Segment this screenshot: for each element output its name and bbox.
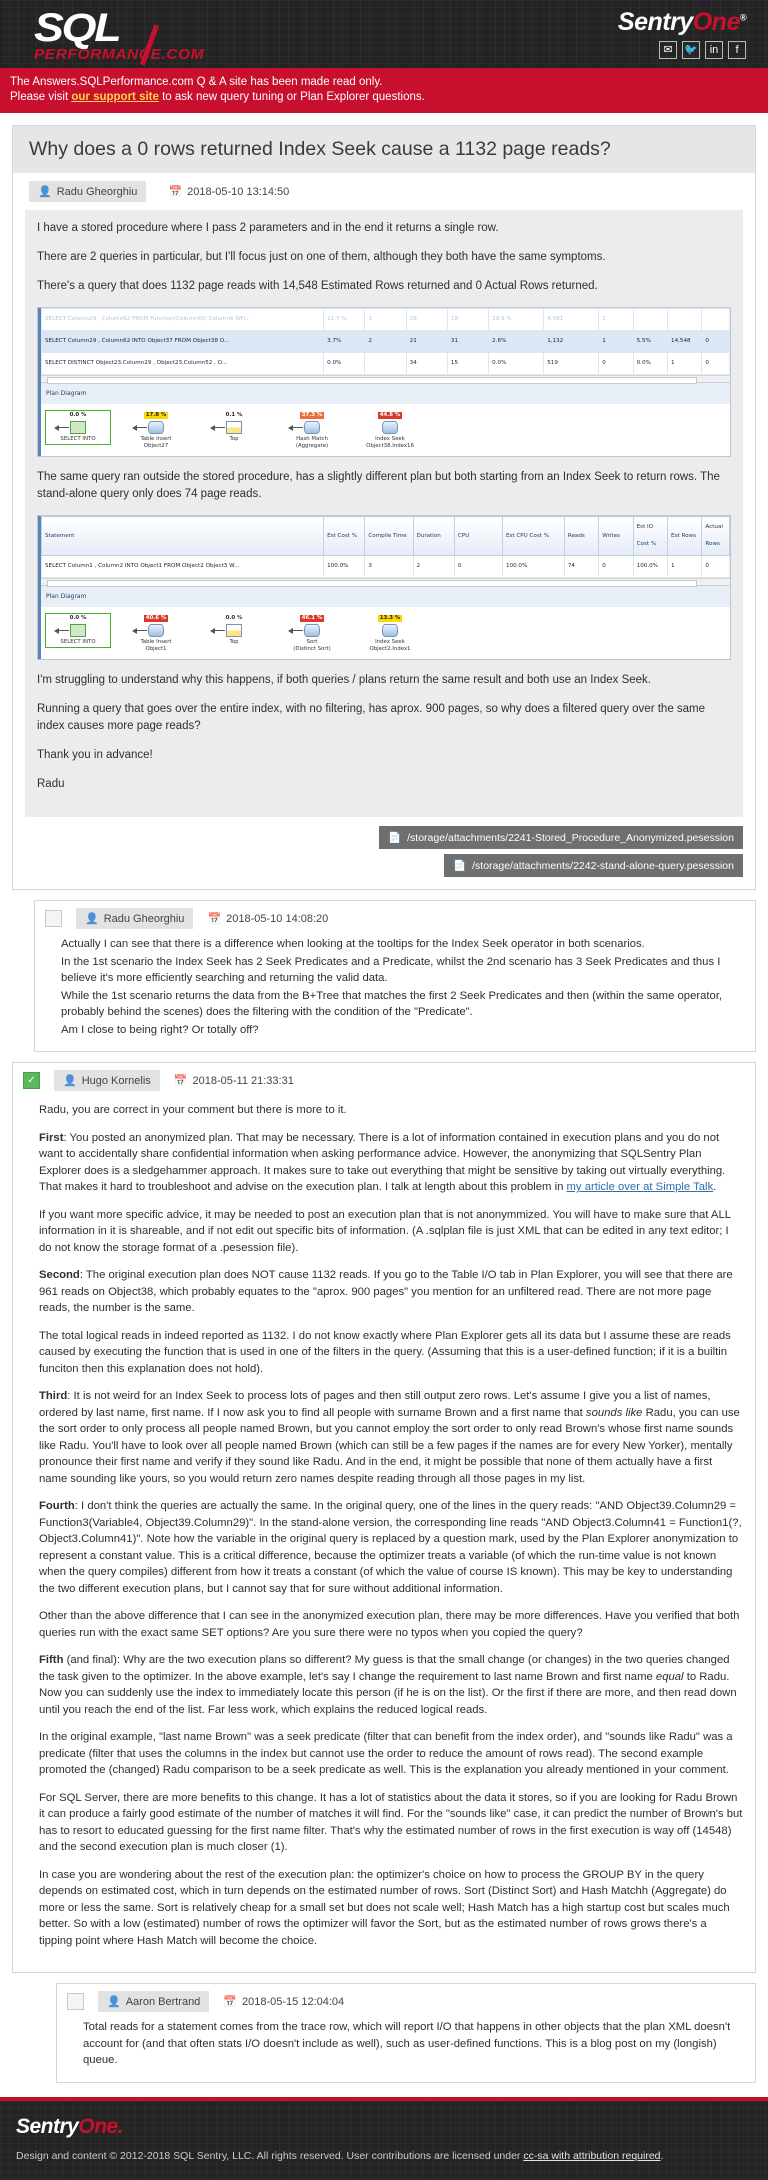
site-footer <box>0 2097 768 2180</box>
vote-box[interactable] <box>45 910 62 927</box>
cell-est-cpu-cost: 100.0% <box>502 556 564 578</box>
cell-duration: 29 <box>406 309 447 331</box>
cell-est-io-cost <box>633 309 667 331</box>
plan-diagram-header-2: Plan Diagram <box>41 585 730 607</box>
comment-author-name: Aaron Bertrand <box>125 1995 201 2008</box>
social-links <box>659 41 746 59</box>
cell-statement: SELECT Column29 , Column62 INTO Object37 FROM Object38 O... <box>42 331 324 353</box>
comment-header <box>35 901 755 936</box>
col-duration: Duration <box>413 517 454 556</box>
read-only-notice <box>0 68 768 113</box>
node-cost-pct: 17.8 % <box>145 412 167 418</box>
point-third-emphasis: sounds like <box>585 1406 643 1419</box>
question-paragraph: There's a query that does 1132 page reads with 14,548 Estimated Rows returned and 0 Actual Rows returned. <box>37 280 598 292</box>
cell-reads: 1,132 <box>544 331 599 353</box>
attachment-link[interactable] <box>379 826 743 849</box>
point-third-text-b: Radu, you can use the sort order to only process all people named Brown, but you cannot employ the sort order to only read Brown's whose first name sounds like Radu. You'll have to look over all people named Brown (which can still be a few pages if the names are for every New Yorker), mentally pronounce their first name and verify if they sound like Radu. And in the end, it might be possible that none of them actually have a first name sounding like yours, so you would return zero names despite reading through all those pages in my list. <box>39 1406 740 1485</box>
site-header <box>0 0 768 68</box>
node-cost-pct: 46.1 % <box>301 615 323 621</box>
cell-est-cpu-cost: 2.6% <box>489 331 544 353</box>
answer-author-chip[interactable] <box>54 1070 160 1091</box>
table-row <box>42 556 730 578</box>
cell-est-cost: 0.0% <box>324 353 365 375</box>
footer-dot: . <box>117 2114 124 2138</box>
plan-node-top[interactable] <box>203 615 265 646</box>
question-paragraph: I'm struggling to understand why this happens, if both queries / plans return the same result and both use an Index Seek. <box>37 674 651 686</box>
table-row <box>42 309 730 331</box>
node-cost-pct: 0.1 % <box>225 412 243 418</box>
select-into-icon <box>70 624 86 637</box>
attachment-label: /storage/attachments/2242-stand-alone-query.pesession <box>472 859 734 872</box>
node-cost-pct: 40.6 % <box>145 615 167 621</box>
logo-sub-text: PERFORMANCE.COM <box>34 47 205 63</box>
calendar-icon: 📅 <box>223 1996 238 2008</box>
footer-sentry-text: Sentry <box>16 2114 79 2138</box>
col-writes: Writes <box>599 517 633 556</box>
question-paragraph: Thank you in advance! <box>37 749 153 761</box>
plan-explorer-screenshot-1 <box>37 307 731 457</box>
node-cost-pct: 0.0 % <box>69 615 87 621</box>
comment-line: In the 1st scenario the Index Seek has 2 Seek Predicates and a Predicate, whilst the 2nd scenario has 3 Seek Predicates and thus I believe it's more efficiently searching and returning the valid data. <box>61 955 721 984</box>
question-author-chip[interactable] <box>29 181 146 202</box>
node-label: Table Insert <box>140 639 172 645</box>
col-est-io-cost: Est IO Cost % <box>633 517 667 556</box>
point-fifth-emphasis: equal <box>655 1670 684 1683</box>
plan-shot-2-inner <box>38 516 730 659</box>
flow-arrow-icon <box>136 630 147 631</box>
cell-cpu: 31 <box>447 331 488 353</box>
comment-date: 2018-05-15 12:04:04 <box>242 1995 345 2008</box>
calendar-icon: 📅 <box>173 1075 188 1087</box>
hash-match-icon <box>304 421 320 434</box>
answer-point-second <box>39 1267 743 1317</box>
index-seek-icon <box>382 421 398 434</box>
answer-point-third <box>39 1388 743 1487</box>
attachment-label: /storage/attachments/2241-Stored_Procedure_Anonymized.pesession <box>407 831 734 844</box>
plan-node-table-insert[interactable] <box>125 615 187 653</box>
plan-node-sort[interactable] <box>281 615 343 653</box>
cell-cpu: 15 <box>447 353 488 375</box>
accepted-check-icon[interactable]: ✓ <box>23 1072 40 1089</box>
cell-compile-time: 3 <box>365 309 406 331</box>
question-date: 2018-05-10 13:14:50 <box>187 185 290 198</box>
col-actual-rows: Actual Rows <box>702 517 730 556</box>
facebook-icon[interactable]: f <box>728 41 746 59</box>
plan-statements-table-2 <box>41 516 730 578</box>
answer-paragraph: The total logical reads in indeed reported as 1132. I do not know exactly where Plan Explorer gets all its data but I assume these are reads caused by executing the function that is used in one of the filters in the query. (Assuming that this is a user-defined function; if it is a builtin funciton then this explanation does not hold). <box>39 1329 731 1375</box>
page-content <box>0 113 768 2083</box>
node-cost-pct: 0.0 % <box>69 412 87 418</box>
point-second-text: : The original execution plan does NOT cause 1132 reads. If you go to the Table I/O tab in Plan Explorer, you will see that there are 961 reads on Object38, which probably equates to the "aprox. 900 pages" you mention for an unfiltered read. There are not more page reads, the number is the same. <box>39 1269 733 1314</box>
footer-logo <box>16 2115 752 2139</box>
node-sublabel: Object1 <box>145 646 167 652</box>
col-cpu: CPU <box>454 517 502 556</box>
comment-body <box>57 2019 755 2082</box>
plan-node-index-seek[interactable] <box>359 412 421 450</box>
table-row <box>42 331 730 353</box>
cell-statement: SELECT DISTINCT Object23.Column29 , Object23.Column52 , O... <box>42 353 324 375</box>
col-compile-time: Compile Time <box>365 517 413 556</box>
sort-icon <box>304 624 320 637</box>
cell-duration: 21 <box>406 331 447 353</box>
cell-statement: SELECT Column1 , Column2 INTO Object1 FROM Object2 Object3 W... <box>42 556 324 578</box>
plan-explorer-screenshot-2 <box>37 515 731 660</box>
col-reads: Reads <box>564 517 598 556</box>
node-label: Hash Match <box>296 436 328 442</box>
cell-est-cost: 11.7 % <box>324 309 365 331</box>
node-label: Index Seek <box>375 436 405 442</box>
flow-arrow-icon <box>214 427 225 428</box>
footer-copyright <box>16 2149 752 2164</box>
notice-line-2 <box>10 90 758 105</box>
cell-reads: 4,991 <box>544 309 599 331</box>
cell-actual-rows: 0 <box>702 353 730 375</box>
comment-aaron <box>56 1983 756 2083</box>
table-insert-icon <box>148 421 164 434</box>
comment-line: While the 1st scenario returns the data from the B+Tree that matches the first 2 Seek Predicates and then (within the same operator, probably behind the scenes) does the filtering with the condition of the "Predicate". <box>61 989 723 1018</box>
calendar-icon: 📅 <box>168 186 183 198</box>
col-est-cpu-cost: Est CPU Cost % <box>502 517 564 556</box>
plan-diagram-1 <box>41 404 730 456</box>
plan-node-table-insert[interactable] <box>125 412 187 450</box>
answer-paragraph: If you want more specific advice, it may be needed to post an execution plan that is not anonymmized. You will have to make sure that ALL information in it is shareable, and if not edit out specific bits of information. (A .sqlplan file is just XML that can be edited in any text editor; I do not know the storage format of a .pesession file). <box>39 1208 731 1254</box>
node-label: Table Insert <box>140 436 172 442</box>
question-paragraph: Running a query that goes over the entire index, with no filtering, has aprox. 900 pages, so why does a filtered query over the same index causes more page reads? <box>37 703 706 732</box>
page-title: Why does a 0 rows returned Index Seek cause a 1132 page reads? <box>13 126 755 173</box>
cell-est-io-cost: 5.5% <box>633 331 667 353</box>
sentryone-logo[interactable] <box>618 8 746 37</box>
node-cost-pct: 0.0 % <box>225 615 243 621</box>
email-icon[interactable]: ✉ <box>659 41 677 59</box>
flow-arrow-icon <box>292 427 303 428</box>
comment-author-chip[interactable] <box>76 908 193 929</box>
copyright-text-post: . <box>660 2149 664 2162</box>
license-link[interactable]: cc-sa with attribution required <box>523 2149 661 2162</box>
support-site-link[interactable]: our support site <box>71 91 159 103</box>
cell-reads: 74 <box>564 556 598 578</box>
cell-est-io-cost: 100.0% <box>633 556 667 578</box>
cell-duration: 2 <box>413 556 454 578</box>
plan-node-index-seek[interactable] <box>359 615 421 653</box>
answer-author-name: Hugo Kornelis <box>81 1074 151 1087</box>
flow-arrow-icon <box>136 427 147 428</box>
flow-arrow-icon <box>292 630 303 631</box>
answer-date-wrap <box>174 1074 294 1087</box>
comment-line: Am I close to being right? Or totally off? <box>61 1023 259 1036</box>
table-row <box>42 353 730 375</box>
point-fifth-text-b: to Radu. Now you can suddenly use the index to immediately locate this person (if he is on the list). Or the first if there are more, and then read down until you reach the end of the list. Far less work, which explains the reduced logical reads. <box>39 1670 737 1716</box>
plan-node-select-into[interactable] <box>47 615 109 646</box>
calendar-icon: 📅 <box>207 913 222 925</box>
top-icon <box>226 624 242 637</box>
question-date-wrap <box>168 185 289 198</box>
flow-arrow-icon <box>214 630 225 631</box>
comment-author-name: Radu Gheorghiu <box>103 912 185 925</box>
plan-shot-1-inner <box>38 308 730 456</box>
answer-paragraph: Other than the above difference that I can see in the anonymized execution plan, there may be more differences. Have you verified that both queries run with the exact same SET options? Are you sure there were no typos when you copied the query? <box>39 1610 740 1639</box>
cell-est-rows <box>668 309 702 331</box>
cell-est-cpu-cost: 29.9 % <box>489 309 544 331</box>
flow-arrow-icon <box>58 630 69 631</box>
cell-est-rows: 1 <box>668 556 702 578</box>
node-sublabel: Object27 <box>143 443 169 449</box>
point-label-third: Third <box>39 1390 68 1402</box>
cell-cpu: 0 <box>454 556 502 578</box>
cell-writes: 0 <box>599 556 633 578</box>
cell-est-rows: 1 <box>668 353 702 375</box>
node-cost-pct: 13.3 % <box>379 615 401 621</box>
answer-date: 2018-05-11 21:33:31 <box>192 1074 294 1087</box>
table-header-row <box>42 517 730 556</box>
question-paragraph: There are 2 queries in particular, but I'll focus just on one of them, although they both have the same symptoms. <box>37 251 606 263</box>
comment-date-wrap <box>223 1995 344 2008</box>
top-icon <box>226 421 242 434</box>
question-body <box>25 210 743 817</box>
vote-box[interactable] <box>67 1993 84 2010</box>
point-label-fourth: Fourth <box>39 1500 75 1512</box>
user-icon: 👤 <box>63 1075 77 1087</box>
cell-actual-rows <box>702 309 730 331</box>
answer-paragraph: In case you are wondering about the rest of the execution plan: the optimizer's choice on how to process the GROUP BY in the query depends on estimated cost, which in turn depends on the estimated number of rows. Sort (Distinct Sort) and Hash Matchh (Aggregate) do more or less the same. Sort is relatively cheap for a small set but does not scale well; Hash Match has a high startup cost but scales much better. So with a low (estimated) number of rows the optimizer will favor the Sort, but as the estimated number of rows grows there's a tipping point where Hash Match will become the choice. <box>39 1868 730 1947</box>
question-paragraph: Radu <box>37 778 65 790</box>
sentryone-sentry-text: Sentry <box>617 8 693 36</box>
attachment-list <box>13 817 755 879</box>
horizontal-scrollbar[interactable] <box>41 578 730 585</box>
answer-paragraph: In the original example, "last name Brown" was a seek predicate (filter that can benefit from the index order), and "sounds like Radu" was a predicate (filter that uses the columns in the index but cannot use the order to reduce the amount of rows read). The second example promoted the (changed) Radu comparison to be a seek predicate as well. This is the explanation you already mentioned in your comment. <box>39 1731 733 1776</box>
point-first-text-b: . <box>713 1181 717 1193</box>
notice-line-2-pre: Please visit <box>10 91 72 103</box>
plan-statements-table-1 <box>41 308 730 375</box>
cell-writes: 1 <box>599 331 633 353</box>
cell-est-io-cost: 0.0% <box>633 353 667 375</box>
cell-est-cost: 3.7% <box>324 331 365 353</box>
copyright-text-pre: Design and content © 2012-2018 SQL Sentry, LLC. All rights reserved. User contributions are licensed under <box>16 2149 524 2162</box>
answer-point-fourth <box>39 1498 743 1597</box>
index-seek-icon <box>382 624 398 637</box>
answer-intro: Radu, you are correct in your comment but there is more to it. <box>39 1104 347 1116</box>
question-byline <box>13 173 755 208</box>
node-label: Sort <box>306 639 318 645</box>
comment-radu <box>34 900 756 1052</box>
comment-date: 2018-05-10 14:08:20 <box>226 912 329 925</box>
plan-node-select-into[interactable] <box>47 412 109 443</box>
answer-point-first <box>39 1130 743 1196</box>
question-paragraph: The same query ran outside the stored procedure, has a slightly different plan but both starting from an Index Seek to return rows. The stand-alone query only does 74 page reads. <box>37 471 720 500</box>
answer-point-fifth <box>39 1652 743 1718</box>
col-est-rows: Est Rows <box>668 517 702 556</box>
point-third-text-a: : It is not weird for an Index Seek to process lots of pages and then still output zero rows. Let's assume I give you a list of names, ordered by last name, first name. If I now ask you to find all people with surname Brown and a first name that <box>39 1390 711 1419</box>
logo-main-text: SQL <box>34 6 120 50</box>
answer-body <box>13 1098 755 1972</box>
node-sublabel: (Aggregate) <box>295 443 329 449</box>
comment-author-chip[interactable] <box>98 1991 209 2012</box>
point-fifth-text-a: (and final): Why are the two execution plans so different? My guess is that the small change (or changes) in the two queries changed the task given to the optimizer. In the above example, let's say I change the requirement to last name Brown and first name <box>39 1654 730 1683</box>
attachment-link[interactable] <box>444 854 743 877</box>
cell-reads: 519 <box>544 353 599 375</box>
flow-arrow-icon <box>58 427 69 428</box>
simple-talk-article-link[interactable]: my article over at Simple Talk <box>566 1181 714 1193</box>
horizontal-scrollbar[interactable] <box>41 375 730 382</box>
cell-duration: 34 <box>406 353 447 375</box>
comment-line: Actually I can see that there is a difference when looking at the tooltips for the Index Seek operator in both scenarios. <box>61 938 645 950</box>
node-sublabel: Object2.Index1 <box>369 646 411 652</box>
cell-est-cost: 100.0% <box>324 556 365 578</box>
registered-mark: ® <box>739 12 746 23</box>
cell-est-cpu-cost: 0.0% <box>489 353 544 375</box>
answer-paragraph: For SQL Server, there are more benefits to this change. It has a lot of statistics about the data it stores, so if you are looking for Radu Brown it can produce a fairly good estimate of the number of matches it will find. For the "sounds like" case, it can predict the number of Brown's but has to resort to educated guessing for the first name filter. That's why the estimated number of rows in the first execution is way off (14548) and the second execution plan is much closer (1). <box>39 1791 743 1853</box>
node-label: SELECT INTO <box>60 436 96 442</box>
user-icon: 👤 <box>107 1996 121 2008</box>
comment-body <box>35 936 755 1051</box>
node-label: SELECT INTO <box>60 639 96 645</box>
point-label-first: First <box>39 1131 64 1144</box>
file-icon: 📄 <box>388 832 402 844</box>
notice-line-1: The Answers.SQLPerformance.com Q & A site has been made read only. <box>10 76 383 88</box>
point-first-text-a: : You posted an anonymized plan. That may be necessary. There is a lot of information contained in execution plans and you do not want to accidentally share confidential information when asking performance advice. However, the anonymizing that SQLSentry Plan Explorer does is a sledgehammer approach. It makes sure to take out everything that might be sensitive by taking out virtually everything. That makes it hard to troubleshoot and advise on the execution plan. I talk at length about this problem in <box>39 1131 726 1193</box>
node-sublabel: Object38.Index16 <box>366 443 414 449</box>
plan-diagram-header-1: Plan Diagram <box>41 382 730 404</box>
cell-writes: 1 <box>599 309 633 331</box>
node-label: Index Seek <box>375 639 405 645</box>
cell-compile-time: 2 <box>365 331 406 353</box>
sqlperformance-logo[interactable] <box>34 6 214 63</box>
cell-actual-rows: 0 <box>702 331 730 353</box>
node-label: Top <box>229 436 239 442</box>
point-fourth-text: : I don't think the queries are actually the same. In the original query, one of the lines in the query reads: "AND Object39.Column29 = Function3(Variable4, Object39.Column29)". In the stand-alone version, the corresponding line reads "AND Object3.Column41 = Function1(?, Object3.Column41)". Note how the variable in the original query is replaced by a question mark, used by the Plan Explorer anonymization to represent a constant value. This is a critical difference, because the optimizer treats a variable (of which the run-time value is not known when the query compiles) different from how it treats a constant (of which the value of course IS known). This may be key to understanding the two different execution plans, but I cannot say that for sure without additional information. <box>39 1500 742 1595</box>
plan-diagram-2 <box>41 607 730 659</box>
comment-header <box>57 1984 755 2019</box>
table-insert-icon <box>148 624 164 637</box>
user-icon: 👤 <box>85 913 99 925</box>
answer-header <box>13 1063 755 1098</box>
answer-hugo <box>12 1062 756 1973</box>
twitter-icon[interactable]: 🐦 <box>682 41 700 59</box>
point-label-second: Second <box>39 1269 80 1281</box>
cell-writes: 0 <box>599 353 633 375</box>
plan-node-hash-match[interactable] <box>281 412 343 450</box>
node-cost-pct: 44.8 % <box>379 412 401 418</box>
cell-est-rows: 14,548 <box>668 331 702 353</box>
col-statement: Statement <box>42 517 324 556</box>
node-sublabel: (Distinct Sort) <box>293 646 331 652</box>
file-icon: 📄 <box>453 860 467 872</box>
question-paragraph: I have a stored procedure where I pass 2 parameters and in the end it returns a single row. <box>37 222 499 234</box>
notice-line-2-post: to ask new query tuning or Plan Explorer questions. <box>158 91 425 103</box>
plan-node-top[interactable] <box>203 412 265 443</box>
sentryone-one-text: One <box>692 8 740 36</box>
node-cost-pct: 37.3 % <box>301 412 323 418</box>
cell-actual-rows: 0 <box>702 556 730 578</box>
cell-cpu: 18 <box>447 309 488 331</box>
question-author-name: Radu Gheorghiu <box>56 185 138 198</box>
point-label-fifth: Fifth <box>39 1654 64 1666</box>
col-est-cost: Est Cost % <box>324 517 365 556</box>
cell-compile-time <box>365 353 406 375</box>
cell-statement: SELECT Column29 , Column62 FROM Function(Column65) Column6 WH... <box>42 309 324 331</box>
footer-one-text: One <box>78 2114 118 2138</box>
select-into-icon <box>70 421 86 434</box>
linkedin-icon[interactable]: in <box>705 41 723 59</box>
comment-line: Total reads for a statement comes from the trace row, which will report I/O that happens in other objects that the plan XML doesn't account for (and that often stats I/O doesn't include as well), such as user-defined functions. This is a blog post on my (longish) queue. <box>83 2021 731 2066</box>
comment-date-wrap <box>207 912 328 925</box>
question-card <box>12 125 756 890</box>
user-icon: 👤 <box>38 186 52 198</box>
cell-compile-time: 3 <box>365 556 413 578</box>
node-label: Top <box>229 639 239 645</box>
